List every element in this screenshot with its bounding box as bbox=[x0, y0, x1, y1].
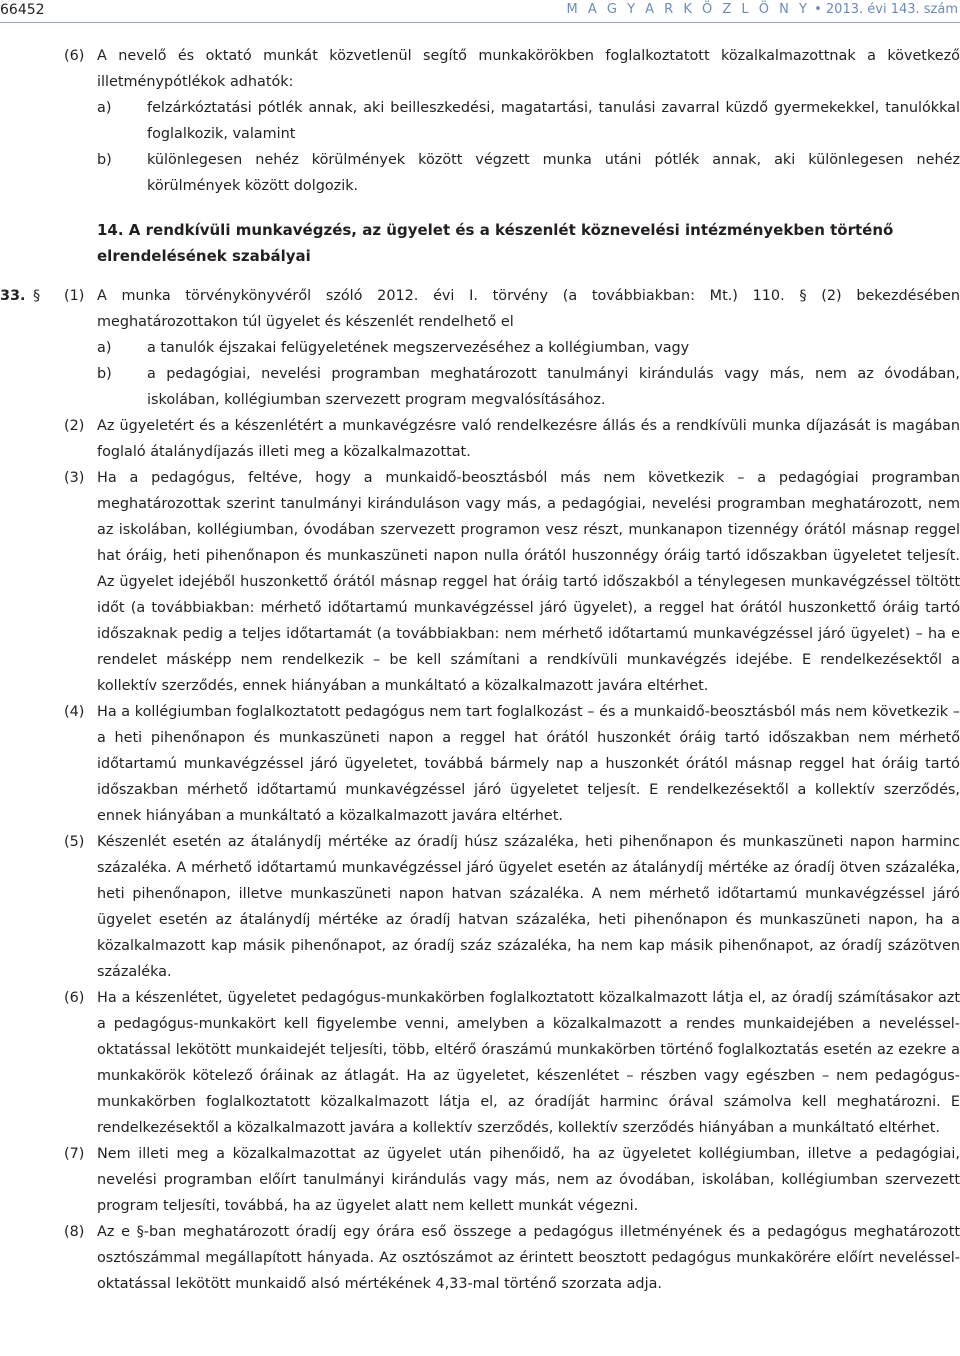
item-text: különlegesen nehéz körülmények között végzett munka utáni pótlék annak, aki különlegesen nehéz körülmények között dolgozik. bbox=[147, 152, 960, 194]
paragraph-number: (7) bbox=[64, 1146, 85, 1162]
item-text: a pedagógiai, nevelési programban meghatározott tanulmányi kirándulás vagy más, nem az óvodában, iskolában, kollégiumban szervezett program megvalósításához. bbox=[147, 366, 960, 408]
paragraph-2 bbox=[0, 413, 960, 465]
paragraph-text: Az ügyeletért és a készenlétért a munkavégzésre való rendelkezésre állás és a rendkívüli munka díjazását is magában foglaló átalánydíjazás illeti meg a közalkalmazottat. bbox=[97, 418, 960, 460]
list-item bbox=[0, 361, 960, 413]
paragraph-6-section bbox=[0, 985, 960, 1141]
issue-number: 2013. évi 143. szám bbox=[825, 2, 958, 17]
chapter-heading: 14. A rendkívüli munkavégzés, az ügyelet és a készenlét köznevelési intézményekben történő elrendelésének szabályai bbox=[97, 221, 894, 265]
list-item bbox=[0, 147, 960, 199]
paragraph-number: (3) bbox=[64, 470, 85, 486]
paragraph-7 bbox=[0, 1141, 960, 1219]
item-text: felzárkóztatási pótlék annak, aki beilleszkedési, magatartási, tanulási zavarral küzdő gyermekekkel, tanulókkal foglalkozik, valamint bbox=[147, 100, 960, 142]
paragraph-6 bbox=[0, 43, 960, 95]
paragraph-text: A nevelő és oktató munkát közvetlenül segítő munkakörökben foglalkoztatott közalkalmazottnak a következő illetménypótlékok adhatók: bbox=[97, 48, 960, 90]
item-label: b) bbox=[97, 152, 112, 168]
paragraph-number: (1) bbox=[64, 288, 85, 304]
running-header bbox=[567, 0, 959, 20]
header-rule bbox=[0, 22, 960, 23]
paragraph-4 bbox=[0, 699, 960, 829]
paragraph-number: (5) bbox=[64, 834, 85, 850]
page-number: 66452 bbox=[0, 2, 45, 18]
paragraph-text: Ha a pedagógus, feltéve, hogy a munkaidő-beosztásból más nem következik – a pedagógiai programban meghatározottak szerint tanulmányi kiránduláson vagy más, a pedagógiai, nevelési programban meghatározott, nem az iskolában, kollégiumban, óvodában szervezett programon vesz részt, munkanapon tizennégy órától másnap reggel hat óráig, heti pihenőnapon és munkaszüneti napon nulla órától huszonnégy óráig tartó időszakban ügyeletet teljesít. Az ügyelet idejéből huszonkettő órától másnap reggel hat óráig tartó időszakból a ténylegesen munkavégzéssel töltött időt (a továbbiakban: mérhető időtartamú munkavégzéssel járó ügyelet), a reggel hat órától huszonkettő óráig tartó időszaknak pedig a teljes időtartamát (a továbbiakban: nem mérhető időtartamú munkavégzéssel járó ügyelet) – ha e rendelet másképp nem rendelkezik – be kell számítani a rendkívüli munkavégzés idejébe. E rendelkezésektől a kollektív szerződés, ennek hiányában a munkáltató a közalkalmazott javára eltérhet. bbox=[97, 470, 960, 694]
list-item bbox=[0, 95, 960, 147]
paragraph-text: Az e §-ban meghatározott óradíj egy órára eső összege a pedagógus illetményének és a pedagógus meghatározott osztószámmal megállapított hányada. Az osztószámot az érintett beosztott pedagógus munkakörére előírt neveléssel-oktatással lekötött munkaidő alsó mértékének 4,33-mal történő szorzata adja. bbox=[97, 1224, 960, 1292]
paragraph-number: (4) bbox=[64, 704, 85, 720]
paragraph-8 bbox=[0, 1219, 960, 1297]
item-label: a) bbox=[97, 100, 112, 116]
bullet-separator: • bbox=[814, 2, 822, 17]
section-sign: § bbox=[33, 288, 41, 304]
paragraph-text: Készenlét esetén az átalánydíj mértéke az óradíj húsz százaléka, heti pihenőnapon és munkaszüneti napon harminc százaléka. A mérhető időtartamú munkavégzéssel járó ügyelet esetén az átalánydíj mértéke az óradíj ötven százaléka, heti pihenőnapon, illetve munkaszüneti napon hatvan százaléka. A nem mérhető időtartamú munkavégzéssel járó ügyelet esetén az átalánydíj mértéke az óradíj hatvan százaléka, heti pihenőnapon és munkaszüneti napon, ha a közalkalmazott kap másik pihenőnapot, az óradíj száz százaléka, ha nem kap másik pihenőnapot, az óradíj százötven százaléka. bbox=[97, 834, 960, 980]
paragraph-text: A munka törvénykönyvéről szóló 2012. évi I. törvény (a továbbiakban: Mt.) 110. § (2) bekezdésében meghatározottakon túl ügyelet és készenlét rendelhető el bbox=[97, 288, 960, 330]
item-label: b) bbox=[97, 366, 112, 382]
item-label: a) bbox=[97, 340, 112, 356]
paragraph-number: (6) bbox=[64, 48, 85, 64]
document-body bbox=[0, 43, 960, 1297]
page-header bbox=[0, 0, 960, 22]
list-item bbox=[0, 335, 960, 361]
paragraph-text: Nem illeti meg a közalkalmazottat az ügyelet után pihenőidő, ha az ügyeletet kollégiumban, illetve a pedagógiai, nevelési programban előírt tanulmányi kirándulás vagy más, nem az óvodában, iskolában, kollégiumban szervezett program teljesíti, továbbá, ha az ügyelet alatt nem kellett munkát végezni. bbox=[97, 1146, 960, 1214]
section-number: 33. bbox=[0, 288, 26, 304]
section-33-paragraph-1 bbox=[0, 283, 960, 335]
item-text: a tanulók éjszakai felügyeletének megszervezéséhez a kollégiumban, vagy bbox=[147, 340, 690, 356]
paragraph-5 bbox=[0, 829, 960, 985]
paragraph-text: Ha a készenlétet, ügyeletet pedagógus-munkakörben foglalkoztatott közalkalmazott látja el, az óradíj számításakor azt a pedagógus-munkakört kell figyelembe venni, amelyben a közalkalmazott a rendes munkaidejében a neveléssel-oktatással lekötött munkaidejét teljesíti, több, eltérő óraszámú munkakörben történő foglalkoztatás esetén az ezekre a munkakörök kötelező óráinak az átlagát. Ha az ügyeletet, készenlétet – részben vagy egészben – nem pedagógus-munkakörben foglalkoztatott közalkalmazott látja el, az óradíját harminc órával számolva kell meghatározni. E rendelkezésektől a közalkalmazott javára a kollektív szerződés, kollektív szerződés hiányában a munkáltató eltérhet. bbox=[97, 990, 960, 1136]
paragraph-number: (8) bbox=[64, 1224, 85, 1240]
paragraph-text: Ha a kollégiumban foglalkoztatott pedagógus nem tart foglalkozást – és a munkaidő-beosztásból más nem következik – a heti pihenőnapon és munkaszüneti napon a reggel hat órától huszonkét óráig tartó időszakban nem mérhető időtartamú munkavégzéssel járó ügyeletet, továbbá bármely nap a huszonkét órától másnap reggel hat óráig tartó időszakban mérhető időtartamú munkavégzéssel járó ügyeletet teljesít. E rendelkezésektől a kollektív szerződés, ennek hiányában a munkáltató a közalkalmazott javára eltérhet. bbox=[97, 704, 960, 824]
paragraph-3 bbox=[0, 465, 960, 699]
paragraph-number: (6) bbox=[64, 990, 85, 1006]
publication-title: M A G Y A R K Ö Z L Ö N Y bbox=[566, 2, 810, 17]
paragraph-number: (2) bbox=[64, 418, 85, 434]
